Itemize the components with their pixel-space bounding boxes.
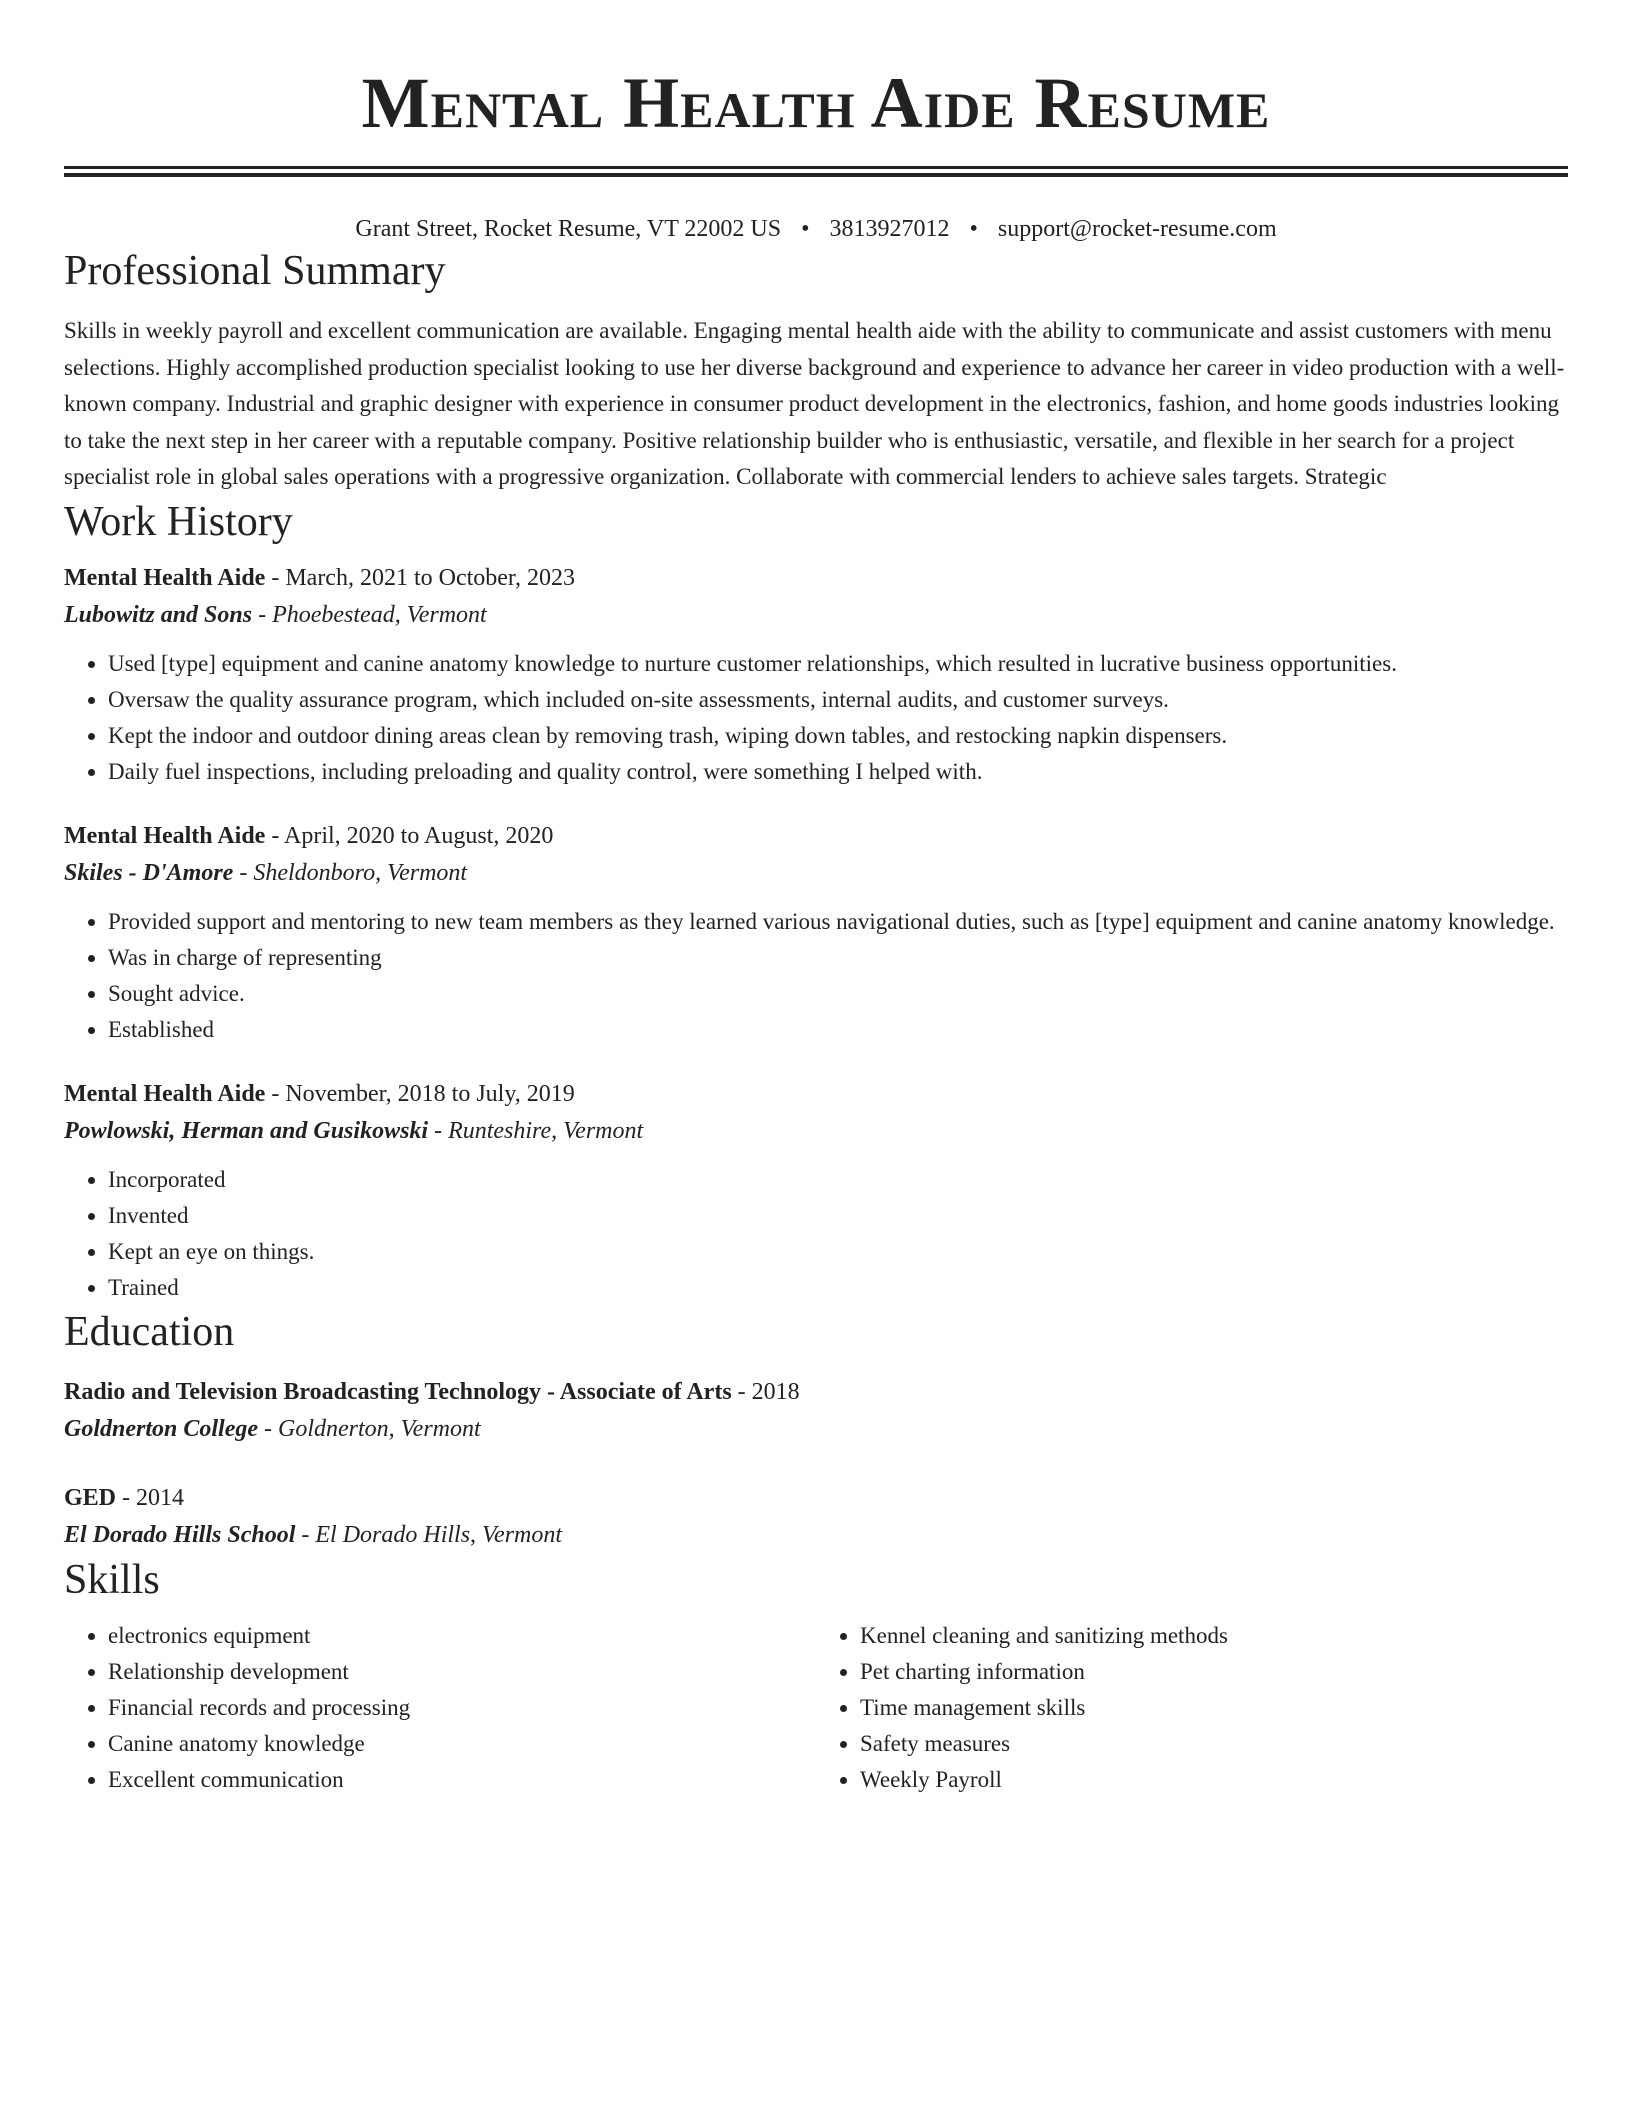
job-entry [64, 1076, 1568, 1306]
job-header [64, 560, 1568, 596]
skill-item: • Safety measures [860, 1726, 1568, 1762]
job-duties [64, 646, 1568, 790]
job-header [64, 818, 1568, 854]
job-duties [64, 1162, 1568, 1306]
job-duty: • Incorporated [108, 1162, 1568, 1198]
education-school: El Dorado Hills School [64, 1521, 296, 1548]
job-location: - Sheldonboro, Vermont [233, 859, 468, 886]
job-entry [64, 560, 1568, 790]
job-duties [64, 904, 1568, 1048]
separator-dot: • [801, 216, 810, 242]
summary-text: Skills in weekly payroll and excellent communication are available. Engaging mental health aide with the ability to communicate and assist customers with menu selections. Highly accomplished production specialist looking to use her diverse background and experience to advance her career in video production with a well-known company. Industrial and graphic designer with experience in consumer product development in the electronics, fashion, and home goods industries looking to take the next step in her career with a reputable company. Positive relationship builder who is enthusiastic, versatile, and flexible in her search for a project specialist role in global sales operations with a progressive organization. Collaborate with commercial lenders to achieve sales targets. Strategic [64, 318, 1565, 489]
job-dates: - November, 2018 to July, 2019 [265, 1080, 575, 1107]
job-duty: • Used [type] equipment and canine anatomy knowledge to nurture customer relationships, which resulted in lucrative business opportunities. [108, 646, 1568, 682]
skill-item: • electronics equipment [108, 1618, 816, 1654]
skills-bullets [816, 1618, 1568, 1798]
skill-item: • Pet charting information [860, 1654, 1568, 1690]
job-employer [64, 596, 1568, 634]
skills-column-right [816, 1618, 1568, 1798]
title-divider [64, 166, 1568, 177]
education-entry [64, 1374, 1568, 1448]
education-year: - 2018 [731, 1378, 800, 1405]
work-history-heading: Work History [64, 498, 293, 545]
job-company: Powlowski, Herman and Gusikowski [64, 1117, 429, 1144]
job-duty: • Was in charge of representing [108, 940, 1568, 976]
contact-email: support@rocket-resume.com [997, 216, 1277, 242]
skills-column-left [64, 1618, 816, 1798]
skill-item: • Relationship development [108, 1654, 816, 1690]
education-school: Goldnerton College [64, 1415, 259, 1442]
job-duty: • Kept the indoor and outdoor dining areas clean by removing trash, wiping down tables, and restocking napkin dispensers. [108, 718, 1568, 754]
job-title: Mental Health Aide [64, 564, 266, 591]
education-header [64, 1480, 1568, 1516]
job-location: - Phoebestead, Vermont [252, 601, 487, 628]
education-heading: Education [64, 1308, 235, 1355]
education-entry [64, 1480, 1568, 1554]
skills-bullets [64, 1618, 816, 1798]
contact-phone: 3813927012 [829, 216, 950, 242]
skill-item: • Time management skills [860, 1690, 1568, 1726]
education-degree: Radio and Television Broadcasting Technology - Associate of Arts [64, 1378, 732, 1405]
skills-list [64, 1618, 1568, 1798]
resume-title: Mental Health Aide Resume [361, 63, 1271, 143]
summary-heading: Professional Summary [64, 248, 446, 294]
skill-item: • Excellent communication [108, 1762, 816, 1798]
job-dates: - April, 2020 to August, 2020 [265, 822, 554, 849]
job-duty: • Established [108, 1012, 1568, 1048]
job-dates: - March, 2021 to October, 2023 [265, 564, 575, 591]
job-title: Mental Health Aide [64, 1080, 266, 1107]
job-company: Lubowitz and Sons [64, 601, 253, 628]
education-year: - 2014 [116, 1484, 185, 1511]
job-duty: • Kept an eye on things. [108, 1234, 1568, 1270]
education-location: - Goldnerton, Vermont [258, 1415, 481, 1442]
job-duty: • Trained [108, 1270, 1568, 1306]
education-institution [64, 1410, 1568, 1448]
contact-address: Grant Street, Rocket Resume, VT 22002 US [355, 216, 782, 242]
job-duty: • Invented [108, 1198, 1568, 1234]
job-duty: • Sought advice. [108, 976, 1568, 1012]
job-employer [64, 1112, 1568, 1150]
job-company: Skiles - D'Amore [64, 859, 234, 886]
skills-heading: Skills [64, 1556, 160, 1603]
job-employer [64, 854, 1568, 892]
job-duty: • Oversaw the quality assurance program, which included on-site assessments, internal audits, and customer surveys. [108, 682, 1568, 718]
job-duty: • Daily fuel inspections, including preloading and quality control, were something I helped with. [108, 754, 1568, 790]
separator-dot: • [969, 216, 978, 242]
job-title: Mental Health Aide [64, 822, 266, 849]
skill-item: • Financial records and processing [108, 1690, 816, 1726]
job-header [64, 1076, 1568, 1112]
skill-item: • Kennel cleaning and sanitizing methods [860, 1618, 1568, 1654]
job-entry [64, 818, 1568, 1048]
job-duty: • Provided support and mentoring to new team members as they learned various navigational duties, such as [type] equipment and canine anatomy knowledge. [108, 904, 1568, 940]
skill-item: • Canine anatomy knowledge [108, 1726, 816, 1762]
education-degree: GED [64, 1484, 117, 1511]
skill-item: • Weekly Payroll [860, 1762, 1568, 1798]
education-header [64, 1374, 1568, 1410]
education-location: - El Dorado Hills, Vermont [295, 1521, 563, 1548]
contact-line [64, 213, 1568, 245]
education-institution [64, 1516, 1568, 1554]
job-location: - Runteshire, Vermont [428, 1117, 644, 1144]
